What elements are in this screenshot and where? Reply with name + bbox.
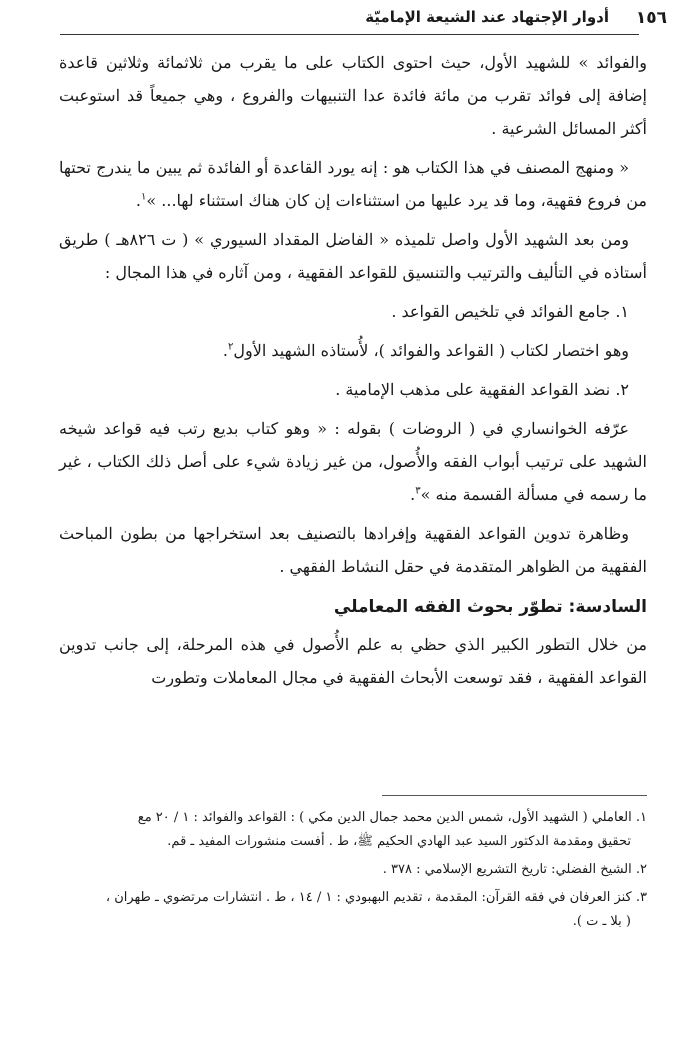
list-item-1-description-text: وهو اختصار لكتاب ( القواعد والفوائد )، لأُستاذه الشهيد الأول	[233, 341, 629, 360]
footnote-3	[59, 886, 647, 934]
list-item-2	[59, 373, 647, 406]
footnote-1-text: ١. العاملي ( الشهيد الأول، شمس الدين محمد جمال الدين مكي ) : القواعد والفوائد : ١ / ٢٠ مع	[137, 810, 647, 825]
footnote-rule	[382, 795, 647, 796]
header-rule	[60, 34, 639, 35]
paragraph-5	[59, 517, 647, 583]
list-item-1	[59, 295, 647, 328]
paragraph-6	[59, 628, 647, 694]
footnote-ref-2: ٢	[228, 341, 234, 353]
main-text	[59, 46, 647, 700]
list-item-1-text: ١. جامع الفوائد في تلخيص القواعد .	[391, 302, 629, 321]
footnote-2-text: ٢. الشيخ الفضلي: تاريخ التشريع الإسلامي : ٣٧٨ .	[382, 862, 647, 877]
paragraph-3-text: ومن بعد الشهيد الأول واصل تلميذه « الفاضل المقداد السيوري » ( ت ٨٢٦هـ ) طريق أستاذه في التأليف والترتيب والتنسيق للقواعد الفقهية ، ومن آثاره في هذا المجال :	[59, 230, 647, 282]
paragraph-2-quote: « ومنهج المصنف في هذا الكتاب هو : إنه يورد القاعدة أو الفائدة ثم يبين ما يندرج تحتها من فروع فقهية، وما قد يرد عليها من استثناءات إن كان هناك استثناء لها... »$^١$.	[59, 158, 647, 210]
footnote-ref-3: ٣	[415, 485, 421, 497]
page-number: ١٥٦	[635, 8, 667, 28]
footnote-ref-1: ١	[141, 191, 147, 203]
paragraph-5-text: وظاهرة تدوين القواعد الفقهية وإفرادها بالتصنيف بعد استخراجها من بطون المباحث الفقهية من الظواهر المتقدمة في حقل النشاط الفقهي .	[59, 524, 647, 576]
paragraph-4-text: عرّفه الخوانساري في ( الروضات ) بقوله : « وهو كتاب بديع رتب فيه قواعد شيخه الشهيد على ترتيب أبواب الفقه والأُصول، من غير زيادة شيء على أصل ذلك الكتاب ، غير ما رسمه في مسألة القسمة منه »	[59, 419, 647, 504]
running-title: أدوار الإجتهاد عند الشيعة الإماميّة	[365, 8, 609, 26]
footnotes	[59, 806, 647, 938]
paragraph-4: عرّفه الخوانساري في ( الروضات ) بقوله : « وهو كتاب بديع رتب فيه قواعد شيخه الشهيد على ترتيب أبواب الفقه والأُصول، من غير زيادة شيء على أصل ذلك الكتاب ، غير ما رسمه في مسألة القسمة منه »$^٣$.	[59, 419, 647, 504]
paragraph-1	[59, 46, 647, 145]
paragraph-3	[59, 223, 647, 289]
footnote-1-continuation: تحقيق ومقدمة الدكتور السيد عبد الهادي الحكيم ﷺ، ط . أفست منشورات المفيد ـ قم.	[167, 834, 631, 849]
footnote-1	[59, 806, 647, 854]
list-item-2-text: ٢. نضد القواعد الفقهية على مذهب الإمامية .	[335, 380, 629, 399]
footnote-2	[59, 858, 647, 882]
page-header	[0, 6, 699, 36]
paragraph-6-text: من خلال التطور الكبير الذي حظي به علم الأُصول في هذه المرحلة، إلى جانب تدوين القواعد الفقهية ، فقد توسعت الأبحاث الفقهية في مجال المعاملات وتطورت	[59, 635, 647, 687]
paragraph-1-text: والفوائد » للشهيد الأول، حيث احتوى الكتاب على ما يقرب من ثلاثمائة وثلاثين قاعدة إضافة إلى فوائد تقرب من مائة فائدة عدا التنبيهات والفروع ، وهي جميعاً قد استوعبت أكثر المسائل الشرعية .	[59, 53, 647, 138]
footnote-3-text: ٣. كنز العرفان في فقه القرآن: المقدمة ، تقديم البهبودي : ١ / ١٤ ، ط . انتشارات مرتضوي ـ طهران ،	[105, 890, 647, 905]
paragraph-2-text: « ومنهج المصنف في هذا الكتاب هو : إنه يورد القاعدة أو الفائدة ثم يبين ما يندرج تحتها من فروع فقهية، وما قد يرد عليها من استثناءات إن كان هناك استثناء لها... »	[59, 158, 647, 210]
list-item-1-description: وهو اختصار لكتاب ( القواعد والفوائد )، لأُستاذه الشهيد الأول$^٢$.	[222, 341, 629, 360]
section-heading: السادسة: تطوّر بحوث الفقه المعاملي	[333, 597, 647, 617]
footnote-3-continuation: ( بلا ـ ت ).	[572, 914, 631, 929]
